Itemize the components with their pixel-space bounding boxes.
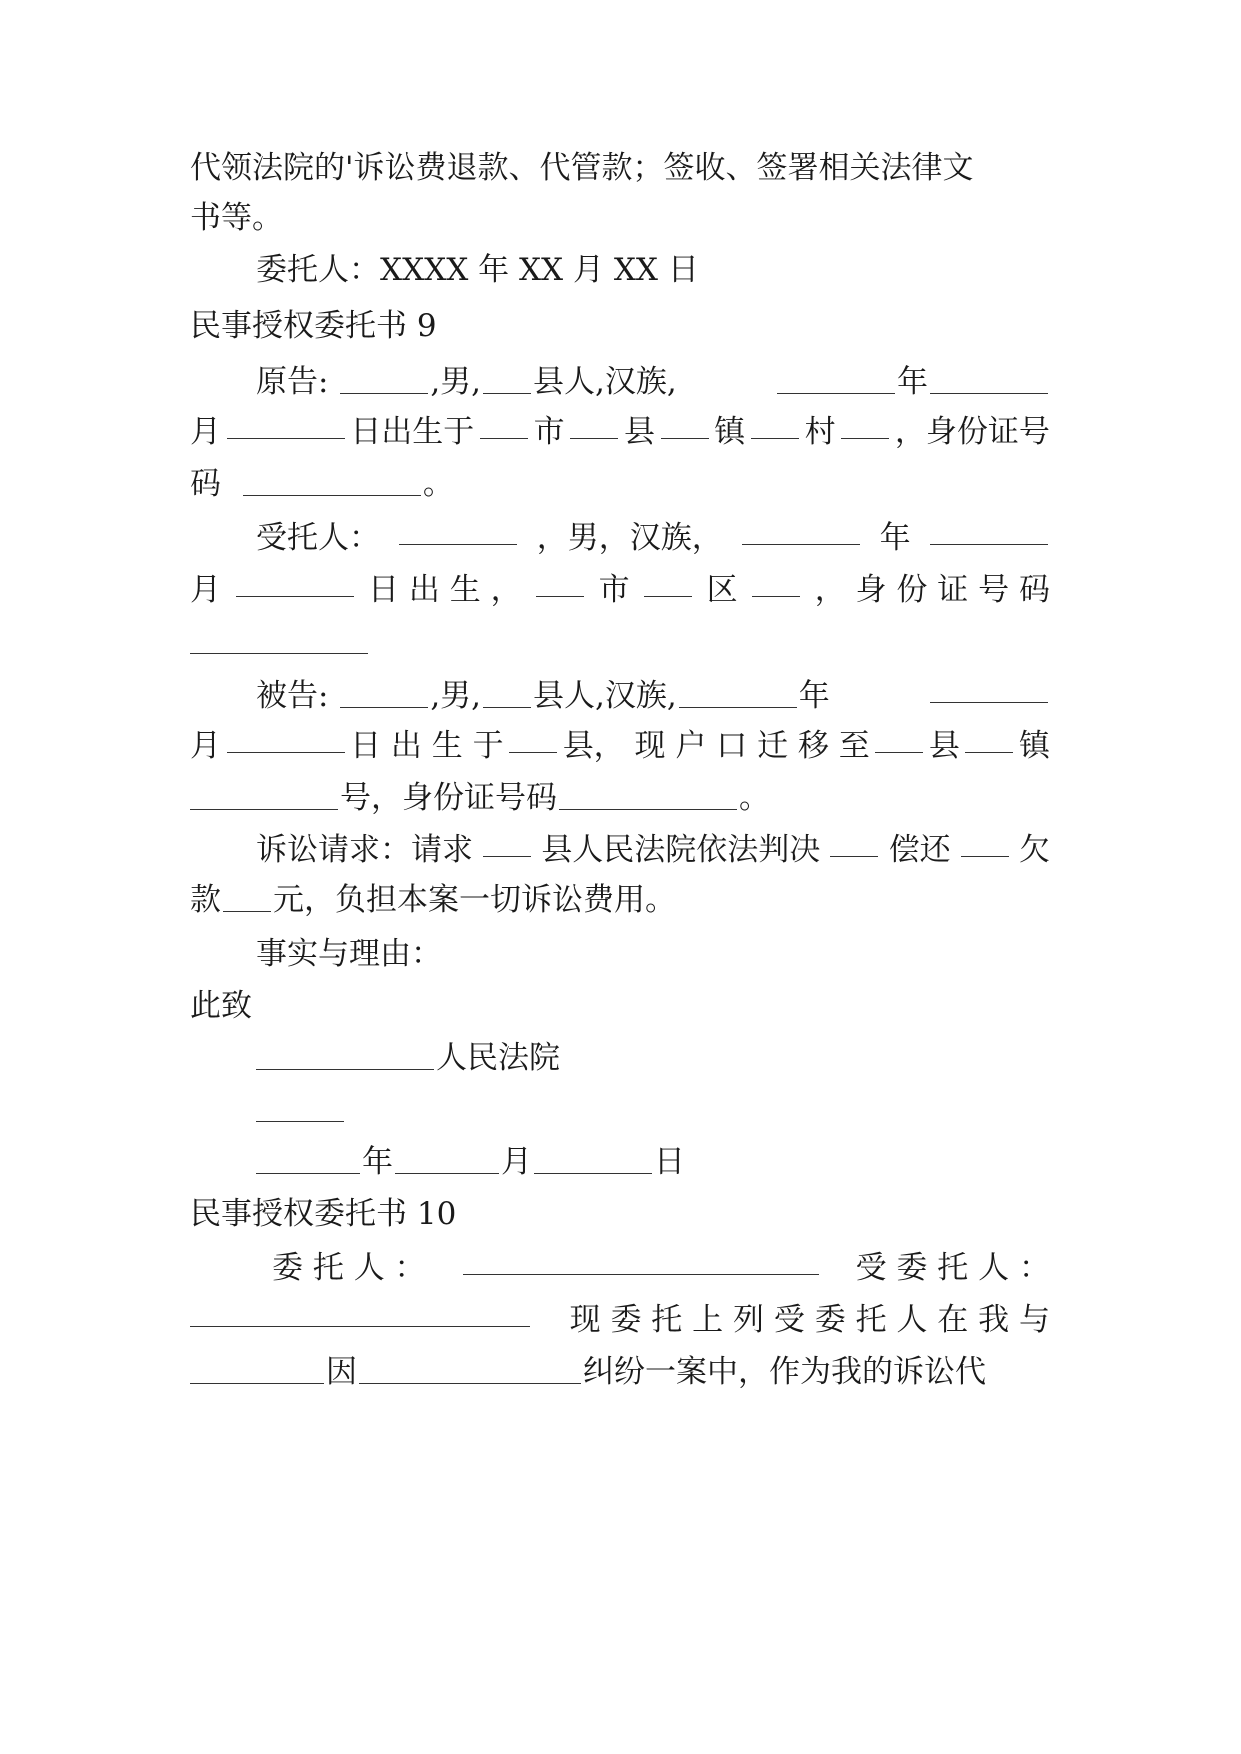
- text: 款: [190, 882, 221, 918]
- text: 市: [533, 414, 565, 450]
- plaintiff-row: [256, 362, 677, 402]
- text: 市: [598, 572, 630, 608]
- blank: [961, 830, 1009, 857]
- text: 月: [190, 414, 221, 450]
- text: 号，身份证号码: [340, 780, 557, 816]
- blank: [751, 412, 799, 439]
- blank: [965, 726, 1013, 753]
- blank: [483, 681, 531, 708]
- blank: [256, 1147, 360, 1174]
- blank: [534, 1147, 652, 1174]
- agent-label: 受托人：: [256, 520, 380, 556]
- text: 现 委 托 上 列 受 委 托 人 在 我 与: [569, 1302, 1050, 1338]
- blank: [190, 783, 338, 810]
- defendant-label: 被告:: [256, 678, 329, 714]
- text: 日 出 生 于: [350, 728, 504, 764]
- text: 事实与理由：: [256, 936, 442, 972]
- text: 人民法院: [436, 1040, 560, 1076]
- blank: [777, 367, 895, 394]
- defendant-line-1: [256, 676, 1050, 716]
- text: 受 委 托 人 ：: [855, 1250, 1050, 1286]
- blank: [227, 726, 345, 753]
- blank: [752, 570, 800, 597]
- blank: [742, 518, 860, 545]
- blank: [463, 1248, 819, 1275]
- text: 县人,汉族,: [533, 364, 677, 400]
- text: 年: [798, 678, 830, 714]
- text: 书等。: [190, 200, 283, 236]
- signature-blank: [256, 1090, 1050, 1130]
- blank: [395, 1147, 499, 1174]
- signature-date-line: [256, 250, 1050, 290]
- blank: [190, 1300, 530, 1327]
- blank: [256, 1095, 344, 1122]
- blank: [930, 676, 1048, 703]
- text: 月: [501, 1144, 532, 1180]
- blank: [661, 412, 709, 439]
- blank: [483, 367, 531, 394]
- blank: [236, 570, 354, 597]
- principal-line: [272, 1248, 1050, 1288]
- text: 镇: [714, 414, 746, 450]
- text: 年: [879, 520, 911, 556]
- defendant-line-2: [190, 726, 1050, 766]
- text: ,男,: [430, 364, 482, 400]
- plaintiff-row-end: [775, 362, 1050, 402]
- blank: [644, 570, 692, 597]
- defendant-line-3: [190, 778, 1050, 818]
- entrust-line: [190, 1300, 1050, 1340]
- text: 。: [422, 466, 454, 502]
- text: ， 身 份 证 号 码: [814, 572, 1050, 608]
- defendant-row: [256, 676, 830, 716]
- plaintiff-line-2: [190, 412, 1050, 452]
- section-title: 民事授权委托书 9: [190, 308, 437, 344]
- text: 此致: [190, 988, 252, 1024]
- blank: [930, 518, 1048, 545]
- section-title-10: [190, 1194, 1050, 1234]
- text: 元，负担本案一切诉讼费用。: [273, 882, 676, 918]
- court-line: [256, 1038, 1050, 1078]
- blank: [570, 412, 618, 439]
- text: 月: [190, 572, 221, 608]
- text: 镇: [1018, 728, 1050, 764]
- blank: [340, 681, 428, 708]
- claim-line-1: [256, 830, 1050, 870]
- text: 区: [706, 572, 738, 608]
- text: 码: [190, 466, 221, 502]
- blank: [243, 469, 421, 496]
- blank: [875, 726, 923, 753]
- blank: [190, 1357, 324, 1384]
- text: 县， 现 户 口 迁 移 至: [562, 728, 870, 764]
- text: ,男,: [430, 678, 482, 714]
- section-title-9: [190, 306, 1050, 346]
- text: ，男，汉族，: [536, 520, 723, 556]
- dispute-line: [190, 1352, 1050, 1392]
- agent-line-2: [190, 570, 1050, 610]
- blank: [930, 367, 1048, 394]
- text: 委托人：XXXX 年 XX 月 XX 日: [256, 252, 699, 288]
- blank: [841, 412, 889, 439]
- blank: [227, 412, 345, 439]
- closing-cizhi: [190, 986, 1050, 1026]
- blank: [223, 885, 271, 912]
- text: 月: [190, 728, 221, 764]
- paragraph-line: [190, 148, 1050, 188]
- blank: [256, 1043, 434, 1070]
- blank: [679, 681, 797, 708]
- blank: [340, 367, 428, 394]
- agent-line-3: [190, 622, 1050, 662]
- blank: [399, 518, 517, 545]
- blank: [483, 830, 531, 857]
- text: 年: [897, 364, 928, 400]
- text: 诉讼请求：请求: [256, 832, 473, 868]
- blank: [359, 1357, 581, 1384]
- plaintiff-line-3: [190, 464, 1050, 504]
- date-line: [256, 1142, 1050, 1182]
- blank: [509, 726, 557, 753]
- text: ，身份证号: [894, 414, 1050, 450]
- facts-heading: [256, 934, 1050, 974]
- text: 县人民法院依法判决: [541, 832, 821, 868]
- blank: [190, 627, 368, 654]
- paragraph-line: [190, 198, 1050, 238]
- section-title: 民事授权委托书 10: [190, 1196, 457, 1232]
- text: 日 出 生 ，: [368, 572, 522, 608]
- text: 日: [654, 1144, 685, 1180]
- text: 村: [804, 414, 836, 450]
- text: 日出生于: [350, 414, 475, 450]
- text: 代领法院的'诉讼费退款、代管款；签收、签署相关法律文: [190, 150, 974, 186]
- text: 县: [623, 414, 655, 450]
- plaintiff-line-1: [256, 362, 1050, 402]
- text: 偿还: [888, 832, 951, 868]
- claim-line-2: [190, 880, 1050, 920]
- agent-line-1: [256, 518, 1050, 558]
- text: 欠: [1018, 832, 1050, 868]
- text: 县人,汉族,: [533, 678, 677, 714]
- text: 因: [326, 1354, 357, 1390]
- blank: [830, 830, 878, 857]
- blank: [559, 783, 737, 810]
- text: 。: [739, 780, 770, 816]
- blank: [480, 412, 528, 439]
- text: 委 托 人 ：: [272, 1250, 426, 1286]
- blank: [536, 570, 584, 597]
- text: 纠纷一案中，作为我的诉讼代: [583, 1354, 986, 1390]
- plaintiff-label: 原告:: [256, 364, 329, 400]
- text: 年: [362, 1144, 393, 1180]
- text: 县: [928, 728, 960, 764]
